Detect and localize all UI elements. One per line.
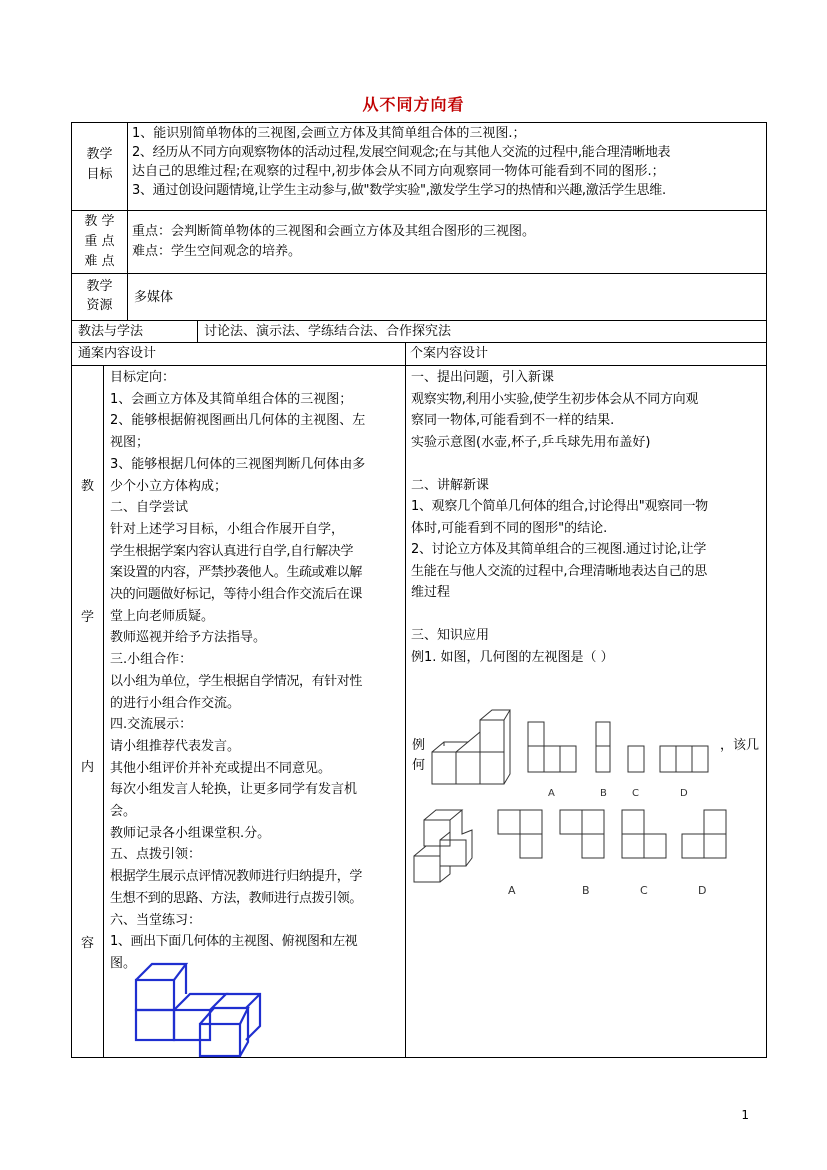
methods-value: 讨论法、演示法、学练结合法、合作探究法 — [204, 324, 452, 339]
common-line: 其他小组评价并补充或提出不同意见。 — [110, 760, 332, 776]
common-line: 视图； — [110, 435, 150, 451]
common-line: 少个小立方体构成； — [110, 478, 228, 494]
section-title: 二、讲解新课 — [411, 477, 490, 493]
common-line: 请小组推荐代表发言。 — [110, 738, 241, 754]
example-2-prefix-line2: 何 — [412, 758, 426, 770]
common-line: 六、当堂练习： — [110, 912, 202, 928]
example-1: 例1. 如图，几何图的左视图是（ ） — [411, 649, 614, 665]
common-line: 堂上向老师质疑。 — [110, 608, 215, 624]
example-2-suffix: ，该几 — [720, 738, 760, 753]
common-line: 会。 — [110, 804, 137, 820]
common-line: 教师巡视并给予方法指导。 — [110, 630, 267, 646]
common-line: 学生根据学案内容认真进行自学,自行解决学 — [110, 543, 354, 559]
section-line: 体时,可能看到不同的图形"的结论. — [411, 520, 608, 536]
common-line: 每次小组发言人轮换，让更多同学有发言机 — [110, 782, 358, 798]
common-line: 生想不到的思路、方法，教师进行点拨引领。 — [110, 890, 363, 906]
section-line: 维过程 — [411, 585, 451, 600]
content-label-4: 容 — [80, 936, 94, 951]
common-line: 五、点拨引领： — [110, 847, 202, 863]
common-line: 四.交流展示： — [110, 717, 193, 733]
example-2-figure — [410, 802, 730, 902]
fig1-option-d: D — [680, 788, 688, 799]
content-label-3: 内 — [80, 760, 94, 775]
common-line: 的进行小组合作交流。 — [110, 695, 241, 711]
fig2-option-a: A — [508, 884, 516, 897]
section-line: 1、观察几个简单几何体的组合,讨论得出"观察同一物 — [411, 499, 708, 514]
common-line: 针对上述学习目标，小组合作展开自学， — [110, 521, 345, 537]
common-line: 3、能够根据几何体的三视图判断几何体由多 — [110, 456, 366, 472]
common-line: 2、能够根据俯视图画出几何体的主视图、左 — [110, 413, 366, 429]
fig1-option-c: C — [632, 788, 639, 799]
common-line: 案设置的内容，严禁抄袭他人。生疏或难以解 — [110, 565, 363, 581]
common-line: 根据学生展示点评情况教师进行归纳提升，学 — [110, 869, 363, 885]
common-design-header: 通案内容设计 — [78, 346, 157, 361]
common-line: 目标定向： — [110, 370, 176, 385]
section-line: 实验示意图(水壶,杯子,乒乓球先用布盖好) — [411, 434, 651, 450]
keypoints-label: 教 学 重 点 难 点 — [84, 214, 115, 269]
common-line: 二、自学尝试 — [110, 500, 189, 516]
common-line: 1、画出下面几何体的主视图、俯视图和左视 — [110, 934, 358, 950]
exercise-cube-figure — [130, 958, 270, 1060]
objective-line: 3、通过创设问题情境,让学生主动参与,做"数学实验",激发学生学习的热情和兴趣,激活学生思维. — [132, 183, 666, 198]
fig1-option-a: A — [548, 788, 555, 799]
section-line: 生能在与他人交流的过程中,合理清晰地表达自己的思 — [411, 563, 707, 579]
objective-line: 1、能识别简单物体的三视图,会画立方体及其简单组合体的三视图.； — [132, 126, 526, 141]
methods-label: 教法与学法 — [78, 324, 144, 339]
keypoint-line: 重点：会判断简单物体的三视图和会画立方体及其组合图形的三视图。 — [132, 224, 536, 239]
individual-design-content — [411, 367, 763, 668]
example-1-figure — [428, 706, 730, 802]
common-line: 决的问题做好标记，等待小组合作交流后在课 — [110, 587, 363, 603]
document-title: 从不同方向看 — [362, 95, 465, 114]
objective-line: 2、经历从不同方向观察物体的活动过程,发展空间观念;在与其他人交流的过程中,能合理清晰地表 — [132, 145, 671, 160]
section-line: 察同一物体,可能看到不一样的结果. — [411, 413, 615, 428]
common-line: 图。 — [110, 955, 137, 971]
objectives-label: 教学 目标 — [86, 147, 113, 182]
section-line: 观察实物,利用小实验,使学生初步体会从不同方向观 — [411, 391, 699, 407]
section-line: 2、讨论立方体及其简单组合的三视图.通过讨论,让学 — [411, 542, 707, 557]
content-label-2: 学 — [80, 610, 94, 625]
common-line: 教师记录各小组课堂积.分。 — [110, 825, 271, 841]
individual-design-header: 个案内容设计 — [410, 346, 489, 361]
resources-label: 教学 资源 — [86, 279, 113, 313]
difficulty-line: 难点：学生空间观念的培养。 — [132, 244, 302, 259]
fig2-option-b: B — [582, 884, 590, 897]
section-title: 三、知识应用 — [411, 628, 490, 643]
common-line: 1、会画立方体及其简单组合体的三视图； — [110, 391, 353, 407]
common-design-content — [110, 367, 403, 975]
common-line: 三.小组合作： — [110, 652, 193, 668]
section-title: 一、提出问题，引入新课 — [411, 370, 555, 385]
keypoints-content — [132, 222, 764, 262]
content-label-1: 教 — [80, 479, 94, 494]
example-2-prefix: 例 — [412, 738, 426, 753]
page-number: 1 — [741, 1108, 749, 1122]
common-line: 以小组为单位，学生根据自学情况，有针对性 — [110, 673, 363, 689]
fig2-option-d: D — [698, 884, 707, 897]
fig1-option-b: B — [600, 788, 607, 799]
objective-line: 达自己的思维过程;在观察的过程中,初步体会从不同方向观察同一物体可能看到不同的图形.； — [132, 164, 665, 179]
fig2-option-c: C — [640, 884, 648, 897]
objectives-content — [132, 124, 764, 200]
resources-value: 多媒体 — [134, 290, 174, 305]
